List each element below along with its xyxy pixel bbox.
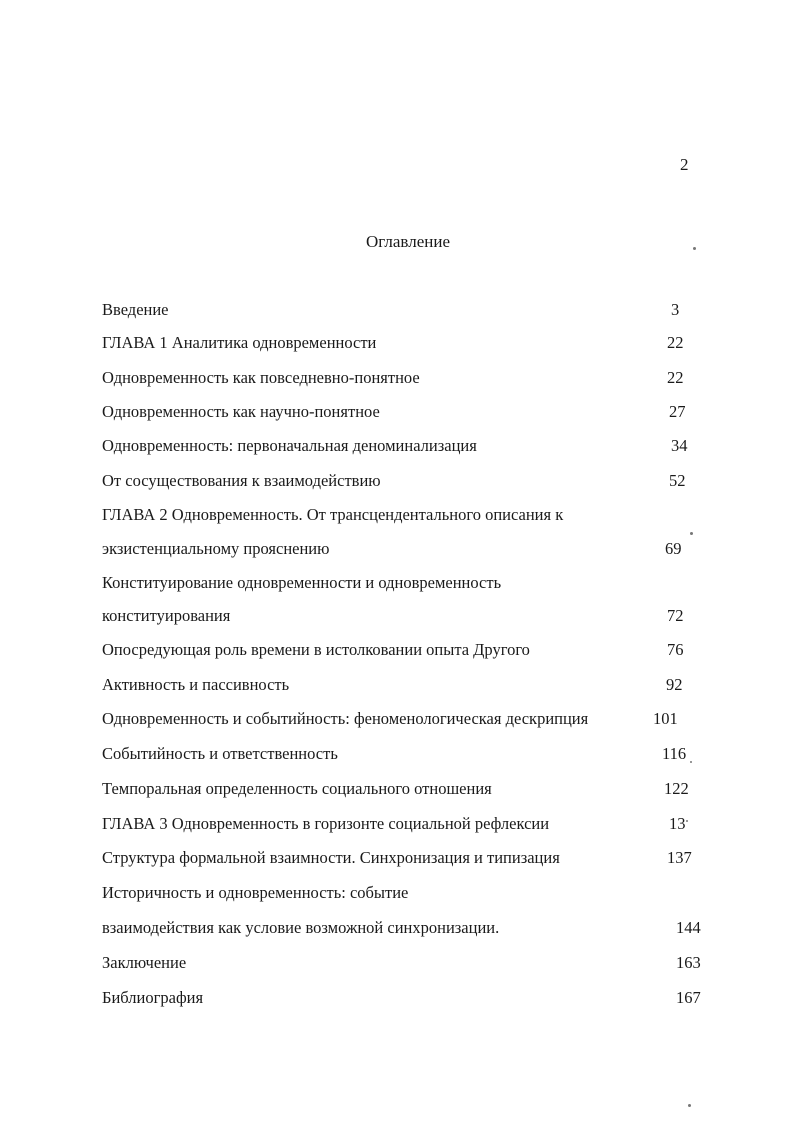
toc-entry-label: Историчность и одновременность: событие — [102, 883, 409, 902]
toc-entry-label: Конституирование одновременности и одновременность — [102, 573, 502, 592]
scan-speck — [693, 247, 696, 250]
toc-entry-page: 167 — [676, 988, 701, 1007]
toc-entry-page: 101 — [653, 709, 678, 728]
toc-entry-page: 76 — [667, 640, 684, 659]
toc-entry-label: Одновременность: первоначальная деноминализация — [102, 436, 477, 455]
toc-entry-page: 27 — [669, 402, 686, 421]
toc-entry-label: Одновременность как повседневно-понятное — [102, 368, 420, 387]
toc-entry-page: 72 — [667, 606, 684, 625]
toc-entry-label: Библиография — [102, 988, 204, 1007]
toc-entry-page: 69 — [665, 539, 682, 558]
toc-entry-page: 22 — [667, 368, 684, 387]
toc-entry-label: Введение — [102, 300, 169, 319]
toc-entry-page: 122 — [664, 779, 689, 798]
toc-entry-label: Событийность и ответственность — [102, 744, 338, 763]
toc-entry-label: Структура формальной взаимности. Синхронизация и типизация — [102, 848, 560, 867]
toc-entry-page: 3 — [671, 300, 680, 319]
toc-entry-label: ГЛАВА 3 Одновременность в горизонте социальной рефлексии — [102, 814, 550, 833]
toc-entry-label: Заключение — [102, 953, 187, 972]
scan-speck — [686, 820, 688, 822]
toc-entry-label: экзистенциальному прояснению — [102, 539, 330, 558]
toc-entry-label: Одновременность и событийность: феноменологическая дескрипция — [102, 709, 589, 728]
toc-entry-page: 144 — [676, 918, 701, 937]
toc-entry-label: Опосредующая роль времени в истолковании опыта Другого — [102, 640, 530, 659]
toc-entry-label: ГЛАВА 1 Аналитика одновременности — [102, 333, 377, 352]
toc-entry-label: От сосуществования к взаимодействию — [102, 471, 381, 490]
toc-entry-page: 137 — [667, 848, 692, 867]
toc-entry-label: ГЛАВА 2 Одновременность. От трансцендентального описания к — [102, 505, 564, 524]
toc-entry-page: 22 — [667, 333, 684, 352]
toc-entry-label: конституирования — [102, 606, 231, 625]
toc-entry-label: Темпоральная определенность социального отношения — [102, 779, 492, 798]
toc-entry-page: 34 — [671, 436, 688, 455]
toc-entry-page: 13 — [669, 814, 686, 833]
toc-entry-label: взаимодействия как условие возможной синхронизации. — [102, 918, 500, 937]
toc-title: Оглавление — [366, 232, 450, 251]
scan-speck — [690, 532, 693, 535]
toc-entry-label: Активность и пассивность — [102, 675, 290, 694]
page-number: 2 — [680, 155, 689, 174]
toc-entry-page: 52 — [669, 471, 686, 490]
toc-entry-label: Одновременность как научно-понятное — [102, 402, 380, 421]
toc-entry-page: 116 — [662, 744, 687, 763]
scan-speck — [688, 1104, 691, 1107]
toc-entry-page: 92 — [666, 675, 683, 694]
toc-entry-page: 163 — [676, 953, 701, 972]
scan-speck — [690, 761, 692, 763]
